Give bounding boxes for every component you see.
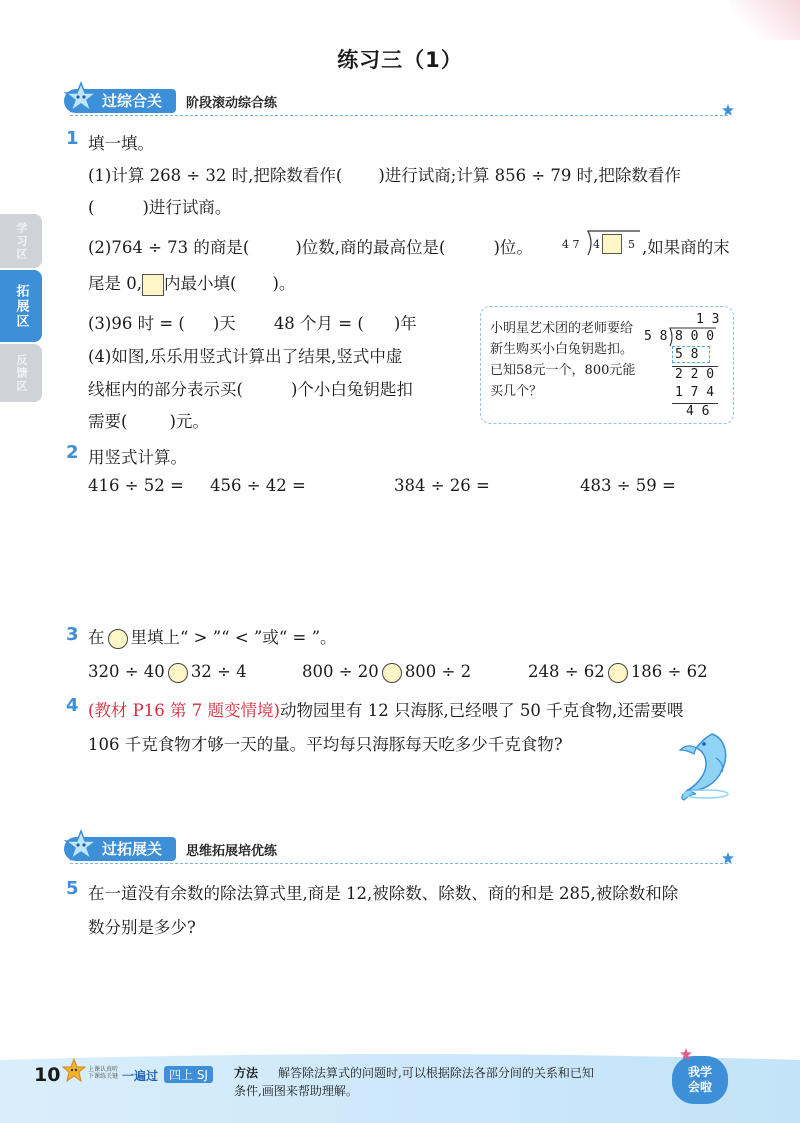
page-number: 10 bbox=[34, 1064, 61, 1086]
question-line: 数分别是多少? bbox=[88, 918, 196, 937]
q1-part3: (3)96 时 = ( )天 48 个月 = ( )年 bbox=[88, 314, 417, 333]
question-line: 在一道没有余数的除法算式里,商是 12,被除数、除数、商的和是 285,被除数和除 bbox=[88, 884, 679, 903]
learned-badge: 我学 会啦 bbox=[672, 1056, 728, 1104]
side-tab-extend[interactable]: 拓展区 bbox=[0, 270, 42, 342]
compare-item: 800 ÷ 20 800 ÷ 2 bbox=[302, 662, 472, 681]
star-icon bbox=[722, 104, 734, 116]
question-number: 4 bbox=[66, 695, 79, 716]
q1-part1-line2: ( )进行试商。 bbox=[88, 198, 232, 217]
answer-box[interactable] bbox=[142, 274, 164, 296]
method-label: 方法 bbox=[234, 1066, 259, 1080]
question-number: 3 bbox=[66, 624, 79, 645]
q1-part2-line1: (2)764 ÷ 73 的商是( )位数,商的最高位是( )位。 bbox=[88, 238, 533, 257]
q1-part4-line3: 需要( )元。 bbox=[88, 412, 209, 431]
star-icon bbox=[680, 1048, 692, 1060]
corner-decoration bbox=[730, 0, 800, 40]
question-stem: 在 里填上“ > ”“ < ”或“ = ”。 bbox=[88, 628, 337, 647]
answer-circle[interactable] bbox=[108, 629, 128, 649]
answer-box[interactable] bbox=[602, 234, 622, 254]
mascot-icon bbox=[62, 1058, 86, 1084]
brand-name: 一遍过 bbox=[122, 1069, 159, 1083]
calc-item: 456 ÷ 42 = bbox=[210, 476, 306, 495]
question-line: (教材 P16 第 7 题变情境)动物园里有 12 只海豚,已经喂了 50 千克食物,还需要喂 bbox=[88, 701, 684, 720]
section-banner-comprehensive bbox=[64, 88, 277, 114]
long-division: 1 3 5 8 8 0 0 5 8 2 2 0 1 7 4 4 6 bbox=[644, 312, 720, 419]
compare-item: 320 ÷ 40 32 ÷ 4 bbox=[88, 662, 247, 681]
side-tab-feedback[interactable]: 反馈区 bbox=[0, 344, 42, 402]
answer-circle[interactable] bbox=[382, 663, 402, 683]
calc-item: 384 ÷ 26 = bbox=[394, 476, 490, 495]
section-subtitle: 思维拓展培优练 bbox=[186, 843, 278, 859]
question-number: 5 bbox=[66, 878, 79, 899]
question-number: 2 bbox=[66, 442, 79, 463]
section-subtitle: 阶段滚动综合练 bbox=[186, 95, 278, 111]
banner-divider bbox=[70, 115, 728, 116]
question-number: 1 bbox=[66, 128, 79, 149]
word-problem-text: 小明星艺术团的老师要给新生购买小白兔钥匙扣。已知58元一个，800元能买几个？ bbox=[490, 321, 636, 399]
brand-slogan: 上课认真听 下课练关键 bbox=[88, 1066, 119, 1080]
q1-part2-line2: 尾是 0, 内最小填( )。 bbox=[88, 270, 295, 296]
side-tab-study[interactable]: 学习区 bbox=[0, 214, 42, 268]
banner-divider bbox=[70, 863, 728, 864]
star-icon bbox=[722, 852, 734, 864]
answer-circle[interactable] bbox=[608, 663, 628, 683]
question-stem: 填一填。 bbox=[88, 134, 154, 153]
q1-part4-line1: (4)如图,乐乐用竖式计算出了结果,竖式中虚 bbox=[88, 347, 403, 366]
division-bracket-figure: 4 7 4 5 bbox=[562, 229, 642, 257]
question-line: 106 千克食物才够一天的量。平均每只海豚每天吃多少千克食物? bbox=[88, 735, 563, 754]
mascot-star-icon bbox=[64, 829, 98, 865]
page-title: 练习三（1） bbox=[337, 48, 463, 72]
answer-circle[interactable] bbox=[168, 663, 188, 683]
calc-item: 483 ÷ 59 = bbox=[580, 476, 676, 495]
q1-part1-line1: (1)计算 268 ÷ 32 时,把除数看作( )进行试商;计算 856 ÷ 79 时,把除数看作 bbox=[88, 166, 681, 185]
dolphin-illustration bbox=[672, 728, 736, 802]
section-title: 过拓展关 bbox=[102, 840, 163, 858]
method-text: 解答除法算式的问题时,可以根据除法各部分间的关系和已知 条件,画图来帮助理解。 bbox=[234, 1066, 594, 1098]
grade-badge: 四上 SJ bbox=[164, 1066, 213, 1083]
calc-item: 416 ÷ 52 = bbox=[88, 476, 184, 495]
compare-item: 248 ÷ 62 186 ÷ 62 bbox=[528, 662, 708, 681]
q1-part2-tail: ,如果商的末 bbox=[642, 238, 730, 257]
mascot-star-icon bbox=[64, 81, 98, 117]
section-banner-extension bbox=[64, 836, 277, 862]
q1-part4-line2: 线框内的部分表示买( )个小白兔钥匙扣 bbox=[88, 380, 413, 399]
section-title: 过综合关 bbox=[102, 92, 163, 110]
textbook-reference-tag: (教材 P16 第 7 题变情境) bbox=[88, 701, 280, 720]
question-stem: 用竖式计算。 bbox=[88, 448, 187, 467]
